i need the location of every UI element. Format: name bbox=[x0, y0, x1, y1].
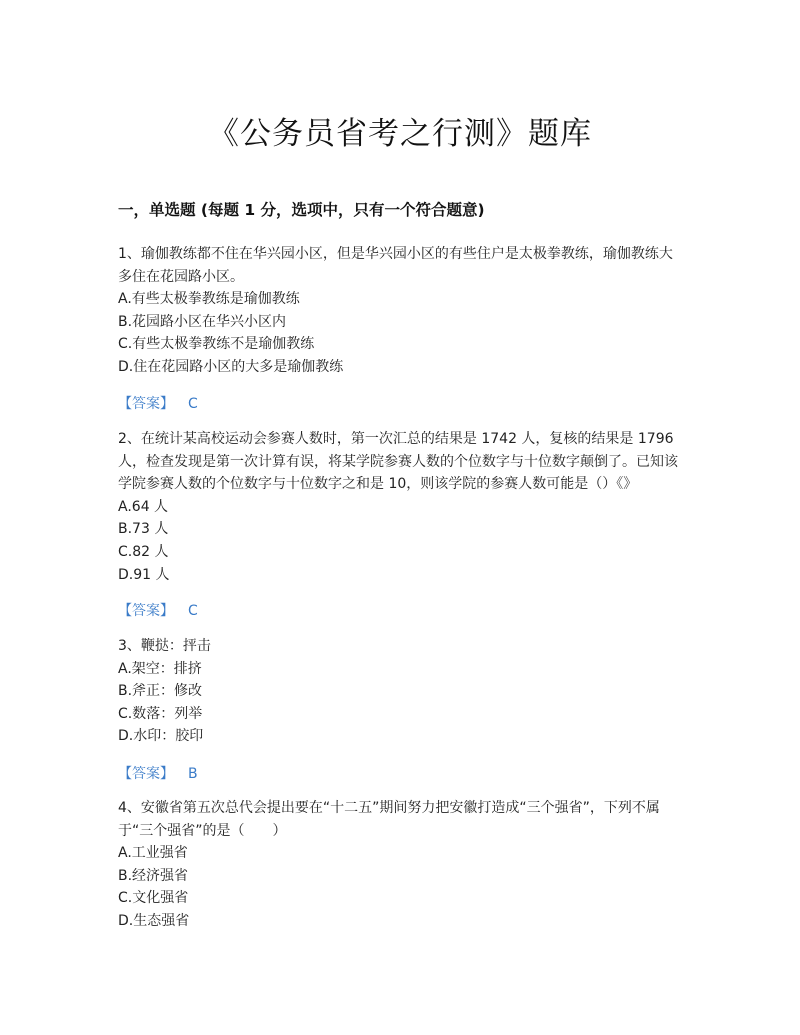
question-text: 1、瑜伽教练都不住在华兴园小区，但是华兴园小区的有些住户是太极拳教练，瑜伽教练大多住在花园路小区。 bbox=[118, 246, 673, 285]
answer-label: 【答案】 bbox=[118, 396, 174, 412]
option-a: A.64 人 bbox=[118, 498, 169, 515]
option-d: D.生态强省 bbox=[118, 912, 190, 929]
answer-label: 【答案】 bbox=[118, 766, 174, 782]
answer-value: C bbox=[188, 396, 198, 412]
option-d: D.水印：胶印 bbox=[118, 728, 204, 745]
option-a: A.架空：排挤 bbox=[118, 660, 202, 677]
question-1 bbox=[118, 243, 683, 379]
answer-3 bbox=[118, 763, 198, 783]
section-heading: 一，单选题 (每题 1 分，选项中，只有一个符合题意) bbox=[118, 201, 485, 219]
answer-value: C bbox=[188, 603, 198, 619]
question-3 bbox=[118, 635, 683, 748]
answer-2 bbox=[118, 600, 198, 620]
answer-value: B bbox=[188, 766, 198, 782]
document-title: 《公务员省考之行测》题库 bbox=[208, 116, 592, 152]
option-b: B.斧正：修改 bbox=[118, 683, 203, 700]
answer-1 bbox=[118, 393, 198, 413]
option-b: B.花园路小区在华兴小区内 bbox=[118, 313, 287, 330]
option-c: C.文化强省 bbox=[118, 890, 189, 907]
option-b: B.经济强省 bbox=[118, 867, 189, 884]
option-a: A.有些太极拳教练是瑜伽教练 bbox=[118, 291, 300, 308]
option-a: A.工业强省 bbox=[118, 845, 188, 862]
option-d: D.91 人 bbox=[118, 566, 170, 583]
option-c: C.82 人 bbox=[118, 543, 169, 560]
answer-label: 【答案】 bbox=[118, 603, 174, 619]
option-b: B.73 人 bbox=[118, 521, 169, 538]
option-c: C.有些太极拳教练不是瑜伽教练 bbox=[118, 336, 315, 353]
question-text: 2、在统计某高校运动会参赛人数时，第一次汇总的结果是 1742 人，复核的结果是 1796 人，检查发现是第一次计算有误，将某学院参赛人数的个位数字与十位数字颠倒了。已知该学院参赛人数的个位数字与十位数字之和是 10，则该学院的参赛人数可能是（）《》 bbox=[118, 431, 678, 493]
option-c: C.数落：列举 bbox=[118, 705, 203, 722]
option-d: D.住在花园路小区的大多是瑜伽教练 bbox=[118, 358, 344, 375]
question-text: 4、安徽省第五次总代会提出要在“十二五”期间努力把安徽打造成“三个强省”，下列不属于“三个强省”的是（ ） bbox=[118, 800, 660, 839]
question-2 bbox=[118, 428, 683, 586]
question-text: 3、鞭挞：抨击 bbox=[118, 638, 211, 654]
question-4 bbox=[118, 797, 683, 933]
